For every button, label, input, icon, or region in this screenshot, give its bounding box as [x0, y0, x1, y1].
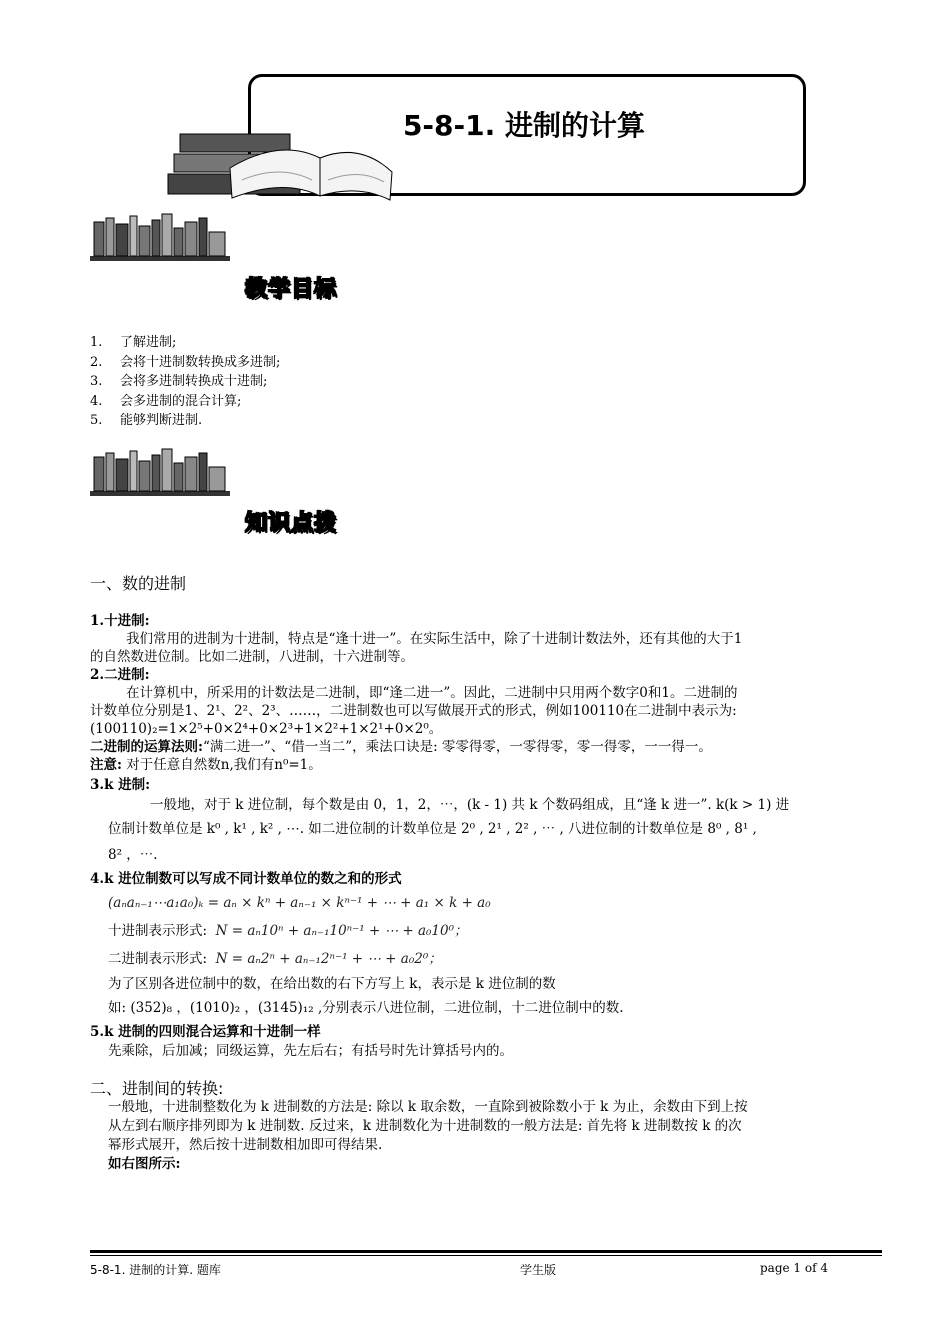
- paragraph: 如右图所示:: [108, 1156, 181, 1172]
- footer-rule: [90, 1255, 882, 1256]
- subsection-title: 3.k 进制:: [90, 777, 151, 793]
- subsection-title: 2.二进制:: [90, 667, 150, 683]
- list-item: 3. 会将多进制转换成十进制;: [90, 374, 268, 389]
- paragraph: 一般地，对于 k 进位制，每个数是由 0，1，2，⋯，(k - 1) 共 k 个数码组成，且“逢 k 进一”. k(k > 1) 进: [150, 797, 790, 813]
- section-heading: 二、进制间的转换:: [90, 1079, 224, 1098]
- footer-doc-name: 5-8-1. 进制的计算. 题库: [90, 1263, 221, 1277]
- paragraph: 幂形式展开，然后按十进制数相加即可得结果.: [108, 1137, 383, 1153]
- paragraph: 从左到右顺序排列即为 k 进制数. 反过来，k 进制数化为十进制数的一般方法是: 首先将 k 进制数按 k 的次: [108, 1118, 742, 1134]
- paragraph: 位制计数单位是 k⁰ , k¹ , k² , ⋯. 如二进位制的计数单位是 2⁰ , 2¹ , 2² , ⋯ , 八进位制的计数单位是 8⁰ , 8¹ ,: [108, 821, 757, 837]
- footer-edition: 学生版: [520, 1263, 557, 1277]
- list-item: 1. 了解进制;: [90, 335, 177, 350]
- goals-section-title: 教学目标: [245, 277, 338, 302]
- paragraph: 计数单位分别是1、2¹、2²、2³、……，二进制数也可以写做展开式的形式，例如100110在二进制中表示为:: [90, 703, 737, 719]
- paragraph: 我们常用的进制为十进制，特点是“逢十进一”。在实际生活中，除了十进制计数法外，还有其他的大于1: [126, 631, 743, 647]
- formula-row: 二进制表示形式: N = aₙ2ⁿ + aₙ₋₁2ⁿ⁻¹ + ⋯ + a₀2⁰；: [108, 951, 442, 967]
- list-item: 4. 会多进制的混合计算;: [90, 393, 242, 409]
- formula: (aₙaₙ₋₁⋯a₁a₀)ₖ = aₙ × kⁿ + aₙ₋₁ × kⁿ⁻¹ + ⋯ + a₁ × k + a₀: [108, 895, 491, 911]
- list-item: 2. 会将十进制数转换成多进制;: [90, 354, 281, 370]
- paragraph: 如: (352)₈ ，(1010)₂ ，(3145)₁₂ ,分别表示八进位制，二进位制，十二进位制中的数.: [108, 1000, 624, 1016]
- subsection-title: 5.k 进制的四则混合运算和十进制一样: [90, 1024, 321, 1040]
- bookshelf-icon: [90, 447, 230, 497]
- goals-list: [90, 333, 280, 431]
- footer-rule: [90, 1250, 882, 1253]
- subsection-title: 4.k 进位制数可以写成不同计数单位的数之和的形式: [90, 871, 402, 887]
- formula-row: 十进制表示形式: N = aₙ10ⁿ + aₙ₋₁10ⁿ⁻¹ + ⋯ + a₀10⁰；: [108, 923, 468, 939]
- list-item: 5. 能够判断进制.: [90, 413, 203, 428]
- subsection-title: 1.十进制:: [90, 613, 150, 629]
- footer-page-number: page 1 of 4: [760, 1261, 828, 1275]
- bookshelf-icon: [90, 212, 230, 262]
- paragraph: 注意: 对于任意自然数n,我们有n⁰=1。: [90, 757, 322, 773]
- page-title: 5-8-1. 进制的计算: [402, 109, 646, 142]
- paragraph: 二进制的运算法则:“满二进一”、“借一当二”，乘法口诀是: 零零得零，一零得零，零一得零，一一得一。: [90, 739, 712, 755]
- paragraph: 一般地，十进制整数化为 k 进制数的方法是: 除以 k 取余数，一直除到被除数小于 k 为止，余数由下到上按: [108, 1099, 748, 1115]
- paragraph: 为了区别各进位制中的数，在给出数的右下方写上 k，表示是 k 进位制的数: [108, 976, 556, 992]
- paragraph: 8² ，⋯.: [108, 847, 158, 863]
- paragraph: 在计算机中，所采用的计数法是二进制，即“逢二进一”。因此，二进制中只用两个数字0和1。二进制的: [126, 685, 738, 701]
- paragraph: 先乘除，后加减；同级运算，先左后右；有括号时先计算括号内的。: [108, 1043, 513, 1059]
- section-heading: 一、数的进制: [90, 574, 187, 593]
- paragraph: (100110)₂=1×2⁵+0×2⁴+0×2³+1×2²+1×2¹+0×2⁰。: [90, 721, 443, 737]
- paragraph: 的自然数进位制。比如二进制，八进制，十六进制等。: [90, 649, 414, 665]
- knowledge-section-title: 知识点拨: [245, 511, 338, 536]
